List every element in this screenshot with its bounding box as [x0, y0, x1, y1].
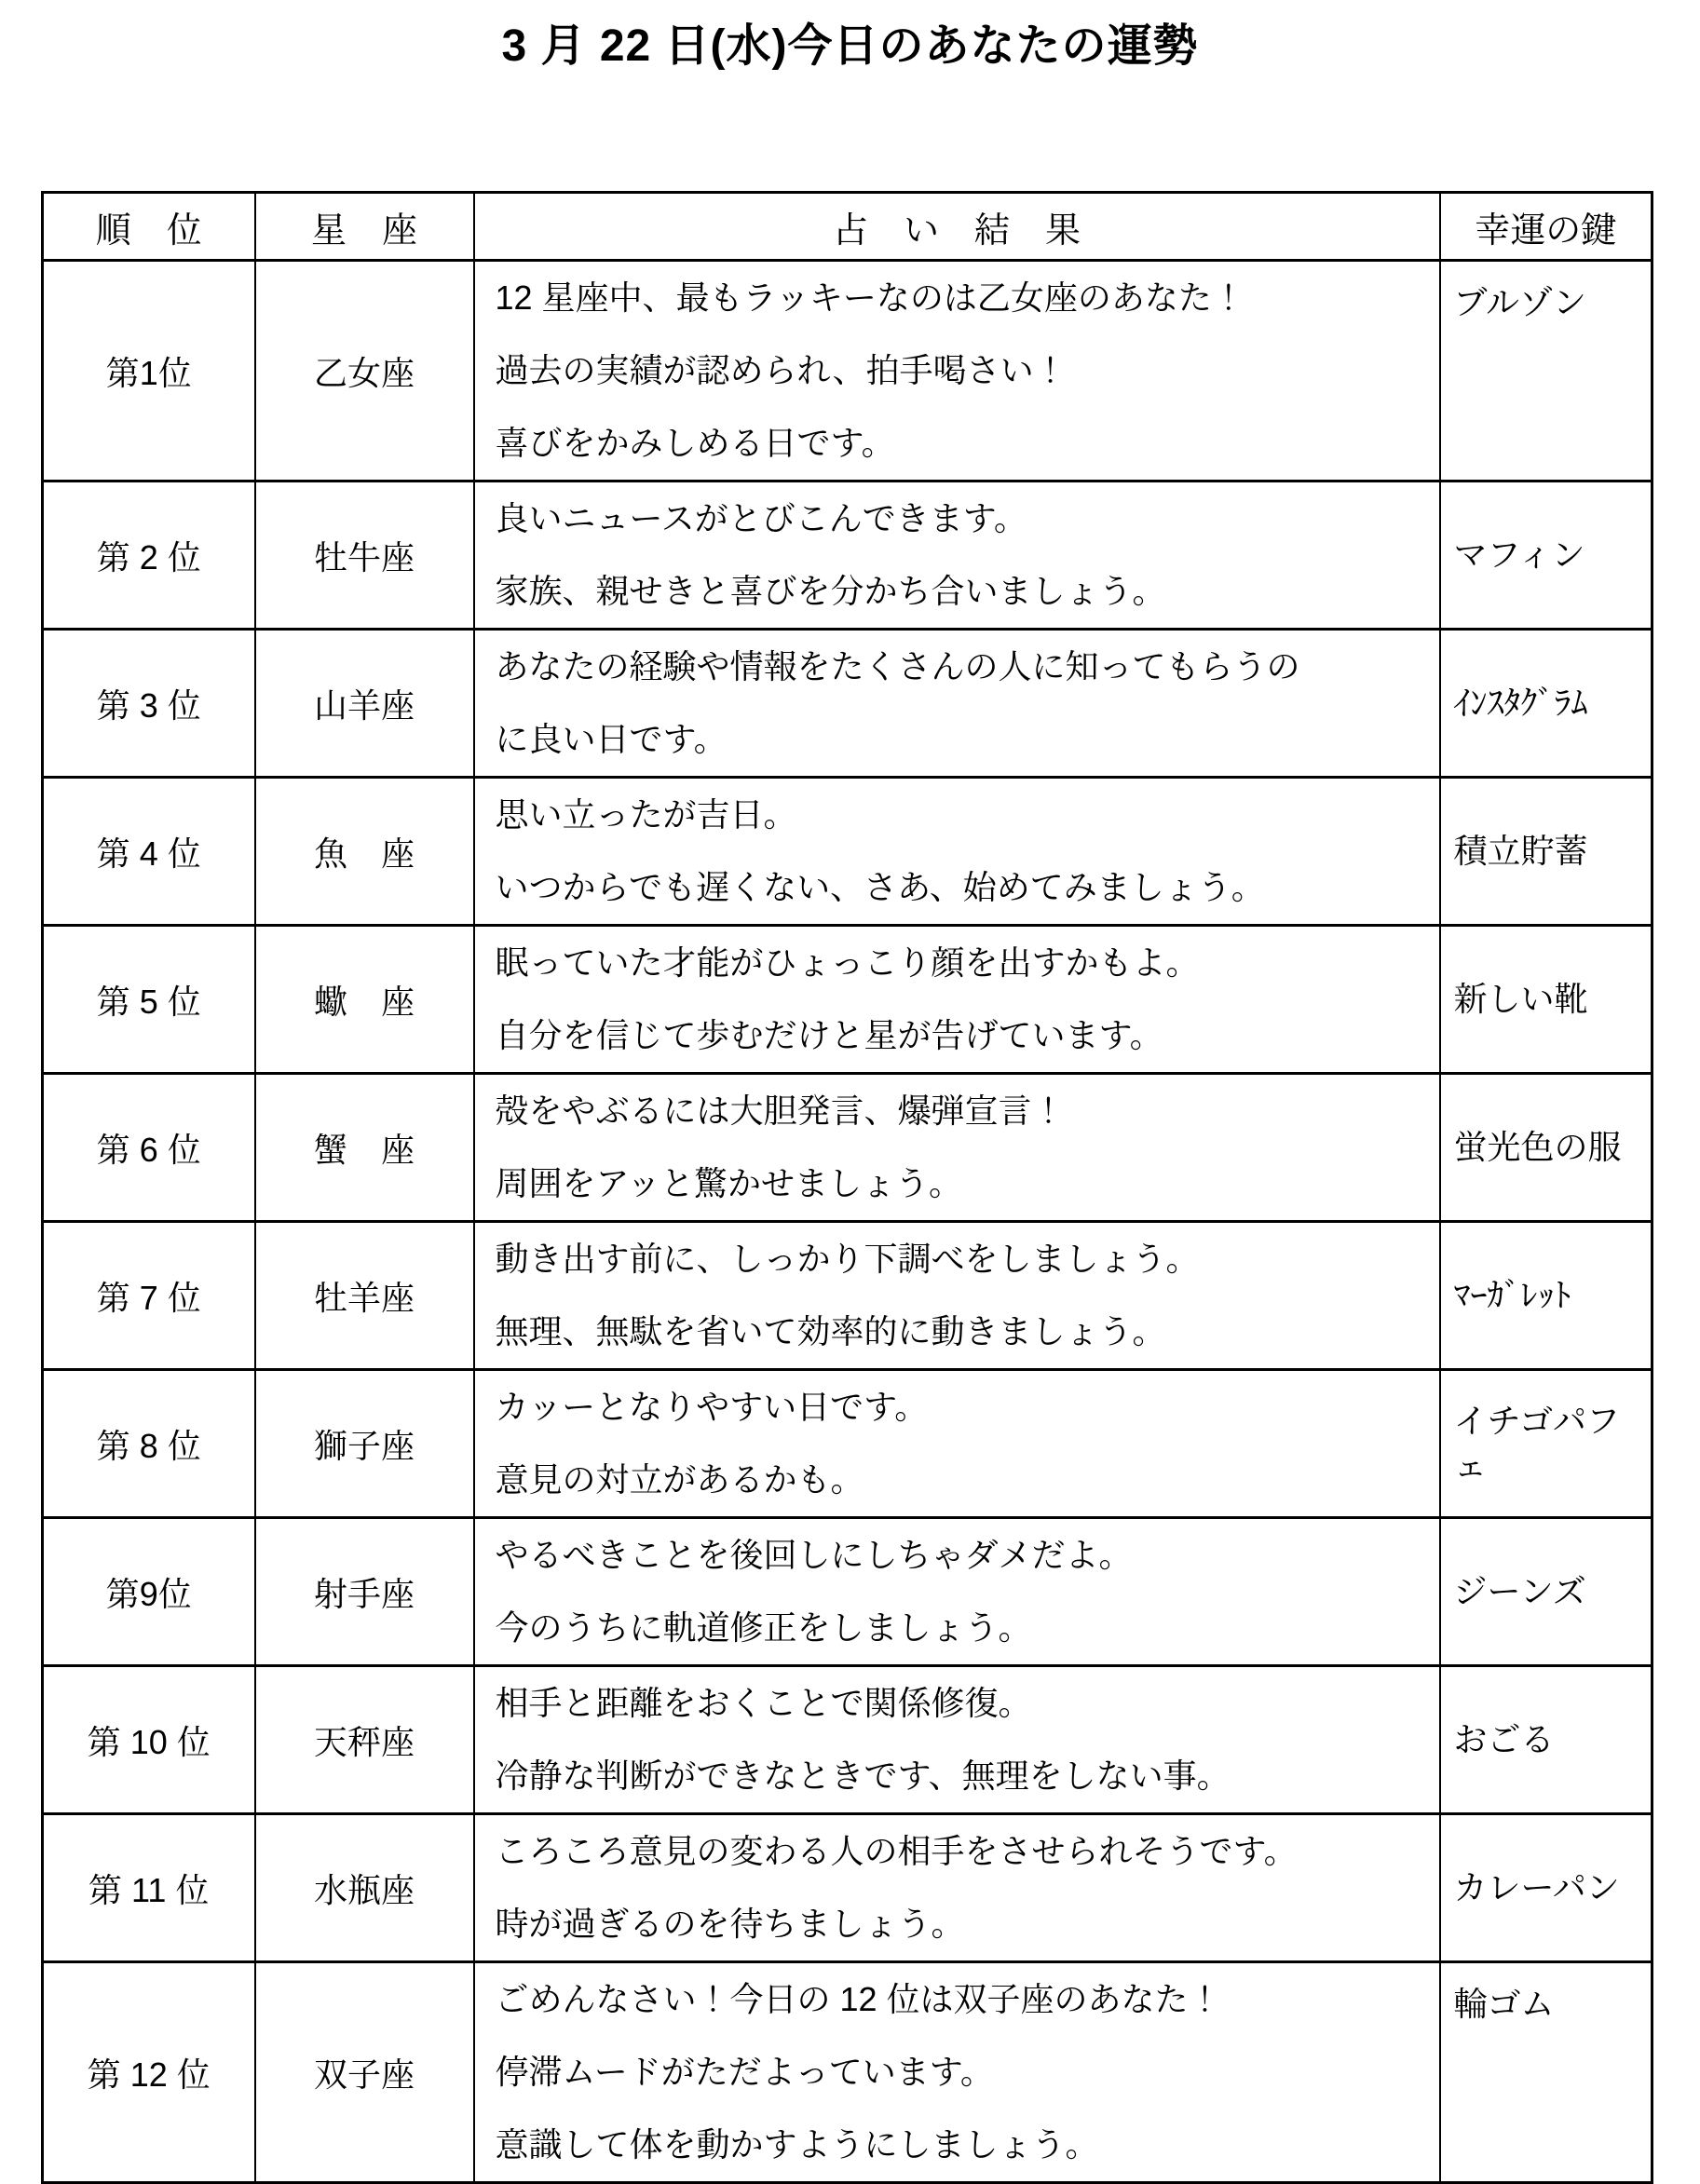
fortune-line: 周囲をアッと驚かせましょう。: [495, 1164, 962, 1202]
fortune-line: 良いニュースがとびこんできます。: [495, 499, 1027, 537]
fortune-line: 冷静な判断ができなときです、無理をしない事。: [495, 1757, 1231, 1795]
fortune-line: 意見の対立があるかも。: [495, 1460, 864, 1499]
fortune-cell: [474, 1222, 1440, 1370]
fortune-cell: [474, 261, 1440, 482]
lucky-cell: 新しい靴: [1440, 926, 1652, 1074]
rank-cell: 第 4 位: [43, 778, 255, 926]
fortune-line: 眠っていた才能がひょっこり顔を出すかもよ。: [495, 943, 1200, 982]
rank-cell: 第 10 位: [43, 1666, 255, 1814]
rank-cell: 第 7 位: [43, 1222, 255, 1370]
sign-cell: 水瓶座: [255, 1814, 474, 1962]
page: [0, 13, 1700, 2164]
table-row: [43, 1666, 1652, 1814]
sign-cell: 牡牛座: [255, 482, 474, 630]
header-row: [43, 193, 1652, 261]
sign-cell: 蟹 座: [255, 1074, 474, 1222]
fortune-line: 動き出す前に、しっかり下調べをしましょう。: [495, 1240, 1200, 1278]
rank-cell: 第 6 位: [43, 1074, 255, 1222]
fortune-line: 思い立ったが吉日。: [495, 795, 797, 834]
fortune-cell: [474, 1074, 1440, 1222]
table-row: [43, 778, 1652, 926]
fortune-line: 今のうちに軌道修正をしましょう。: [495, 1608, 1032, 1647]
fortune-line: 家族、親せきと喜びを分かち合いましょう。: [495, 572, 1166, 610]
rank-cell: 第 3 位: [43, 630, 255, 778]
fortune-line: やるべきことを後回しにしちゃダメだよ。: [495, 1536, 1133, 1574]
table-row: [43, 1814, 1652, 1962]
fortune-cell: [474, 1518, 1440, 1666]
fortune-cell: [474, 1962, 1440, 2183]
fortune-line: カッーとなりやすい日です。: [495, 1388, 929, 1426]
table-row: [43, 1962, 1652, 2183]
header-rank: 順 位: [43, 193, 255, 261]
fortune-line: 12 星座中、最もラッキーなのは乙女座のあなた！: [495, 278, 1245, 317]
header-sign: 星 座: [255, 193, 474, 261]
fortune-cell: [474, 1666, 1440, 1814]
lucky-cell: マフィン: [1440, 482, 1652, 630]
page-title: 3 月 22 日(水)今日のあなたの運勢: [501, 21, 1199, 71]
lucky-cell: ﾏｰｶﾞﾚｯﾄ: [1440, 1222, 1652, 1370]
table-row: [43, 261, 1652, 482]
fortune-cell: [474, 482, 1440, 630]
sign-cell: 魚 座: [255, 778, 474, 926]
lucky-cell: 蛍光色の服: [1440, 1074, 1652, 1222]
lucky-cell: ブルゾン: [1440, 261, 1652, 482]
fortune-table-header: [43, 193, 1652, 261]
fortune-line: 相手と距離をおくことで関係修復。: [495, 1684, 1032, 1722]
sign-cell: 蠍 座: [255, 926, 474, 1074]
rank-cell: 第 12 位: [43, 1962, 255, 2183]
sign-cell: 天秤座: [255, 1666, 474, 1814]
fortune-line: あなたの経験や情報をたくさんの人に知ってもらうの: [495, 647, 1300, 685]
rank-cell: 第1位: [43, 261, 255, 482]
fortune-cell: [474, 926, 1440, 1074]
table-row: [43, 482, 1652, 630]
table-row: [43, 1518, 1652, 1666]
fortune-cell: [474, 778, 1440, 926]
lucky-cell: 積立貯蓄: [1440, 778, 1652, 926]
rank-cell: 第 11 位: [43, 1814, 255, 1962]
table-row: [43, 1370, 1652, 1518]
fortune-line: 殻をやぶるには大胆発言、爆弾宣言！: [495, 1092, 1066, 1130]
header-lucky: 幸運の鍵: [1440, 193, 1652, 261]
sign-cell: 乙女座: [255, 261, 474, 482]
table-row: [43, 630, 1652, 778]
table-row: [43, 1074, 1652, 1222]
fortune-line: 自分を信じて歩むだけと星が告げています。: [495, 1016, 1163, 1054]
fortune-line: に良い日です。: [495, 720, 728, 758]
lucky-cell: イチゴパフェ: [1440, 1370, 1652, 1518]
fortune-line: 過去の実績が認められ、拍手喝さい！: [495, 351, 1068, 389]
rank-cell: 第 8 位: [43, 1370, 255, 1518]
fortune-line: 喜びをかみしめる日です。: [495, 424, 895, 462]
fortune-line: いつからでも遅くない、さあ、始めてみましょう。: [495, 868, 1265, 906]
fortune-cell: [474, 1814, 1440, 1962]
table-row: [43, 1222, 1652, 1370]
lucky-cell: ジーンズ: [1440, 1518, 1652, 1666]
fortune-line: ころころ意見の変わる人の相手をさせられそうです。: [495, 1832, 1298, 1870]
fortune-table: [41, 191, 1653, 2184]
sign-cell: 射手座: [255, 1518, 474, 1666]
fortune-line: 無理、無駄を省いて効率的に動きましょう。: [495, 1312, 1166, 1350]
sign-cell: 山羊座: [255, 630, 474, 778]
header-fortune: 占 い 結 果: [474, 193, 1440, 261]
rank-cell: 第 2 位: [43, 482, 255, 630]
table-row: [43, 926, 1652, 1074]
sign-cell: 獅子座: [255, 1370, 474, 1518]
lucky-cell: 輪ゴム: [1440, 1962, 1652, 2183]
lucky-cell: おごる: [1440, 1666, 1652, 1814]
sign-cell: 双子座: [255, 1962, 474, 2183]
fortune-cell: [474, 630, 1440, 778]
rank-cell: 第9位: [43, 1518, 255, 1666]
fortune-line: 時が過ぎるのを待ちましょう。: [495, 1905, 965, 1943]
rank-cell: 第 5 位: [43, 926, 255, 1074]
lucky-cell: ｲﾝｽﾀｸﾞﾗﾑ: [1440, 630, 1652, 778]
fortune-line: 意識して体を動かすようにしましょう。: [495, 2125, 1099, 2164]
lucky-cell: カレーパン: [1440, 1814, 1652, 1962]
fortune-line: 停滞ムードがただよっています。: [495, 2053, 994, 2091]
fortune-table-body: [43, 261, 1652, 2183]
fortune-line: ごめんなさい！今日の 12 位は双子座のあなた！: [495, 1980, 1222, 2018]
fortune-cell: [474, 1370, 1440, 1518]
sign-cell: 牡羊座: [255, 1222, 474, 1370]
